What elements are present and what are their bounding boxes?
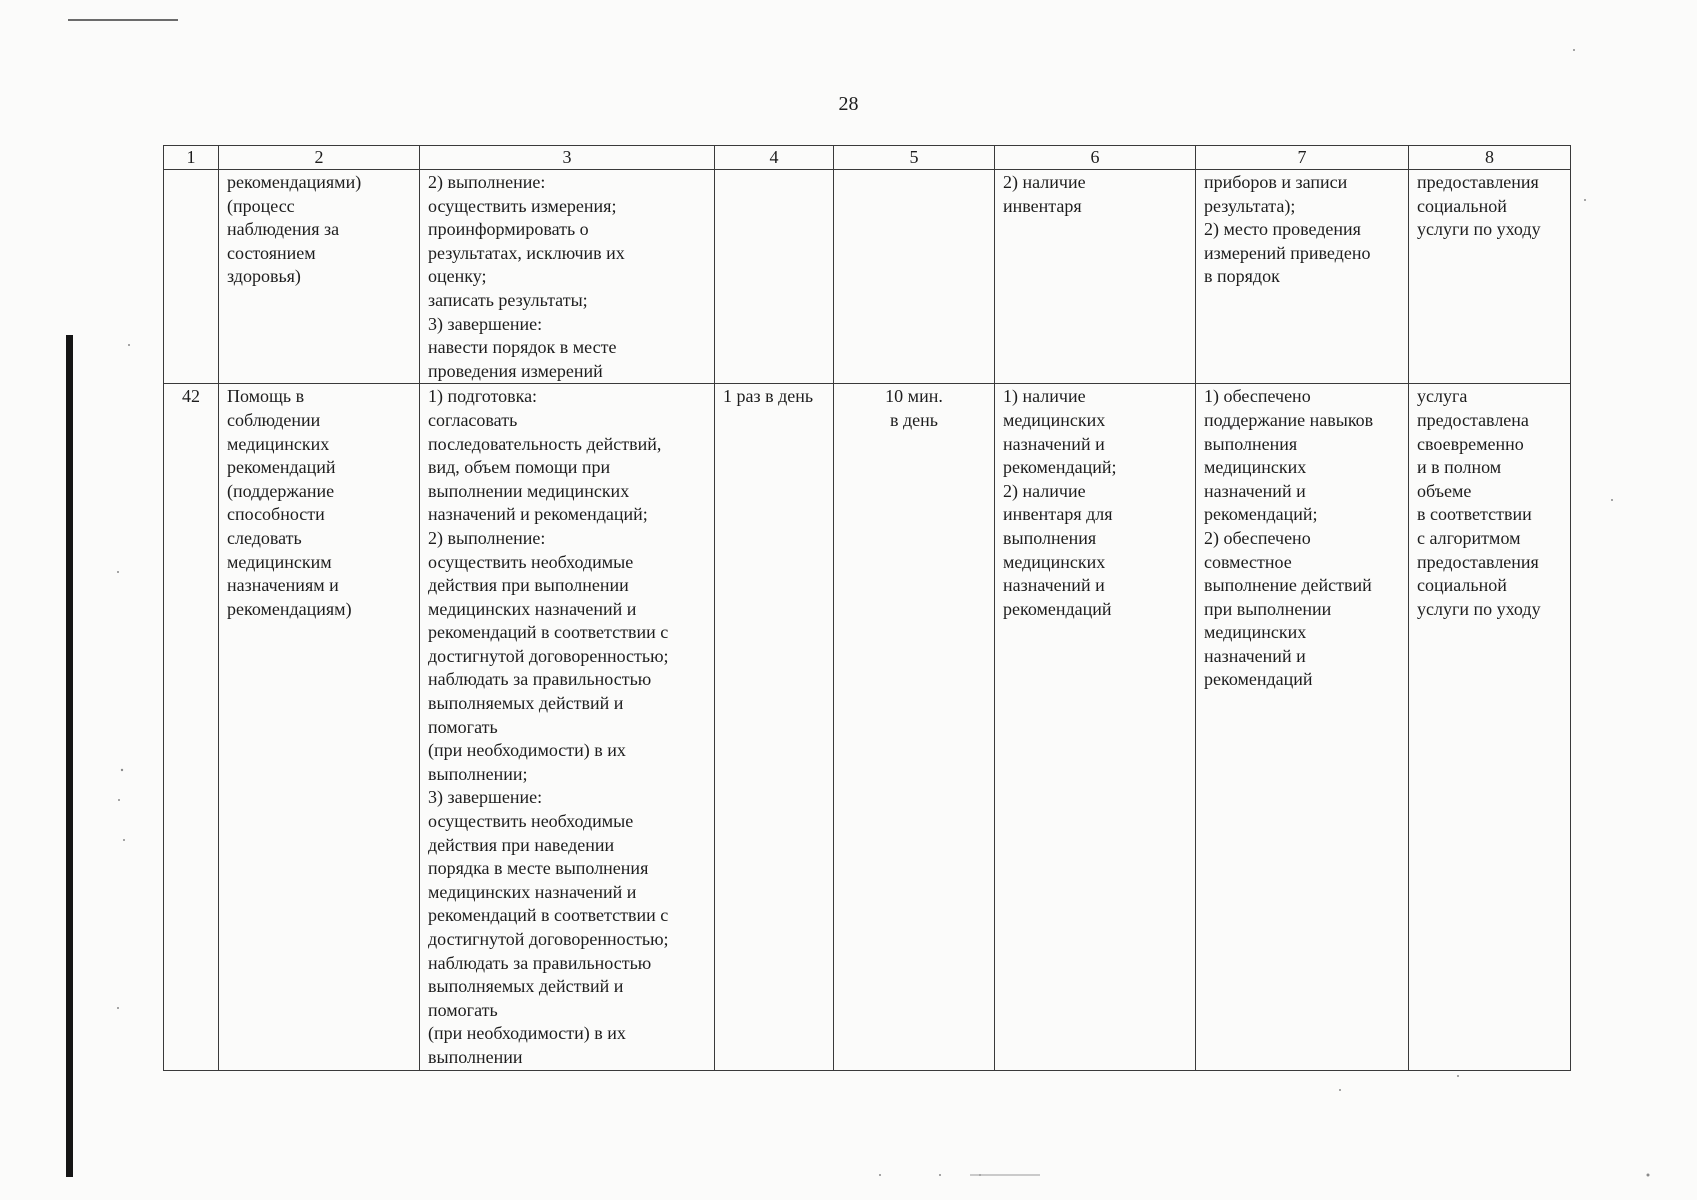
evaluation-cell: услуга предоставлена своевременно и в полном объеме в соответствии с алгоритмом предоставления социальной услуги по уходу — [1409, 384, 1571, 1071]
duration-cell: 10 мин. в день — [834, 384, 995, 1071]
service-name-cell: рекомендациями) (процесс наблюдения за состоянием здоровья) — [219, 170, 420, 384]
column-header: 6 — [995, 146, 1196, 170]
scan-mark-top — [68, 19, 178, 21]
frequency-cell: 1 раз в день — [715, 384, 834, 1071]
frequency-cell — [715, 170, 834, 384]
conditions-cell: 2) наличие инвентаря — [995, 170, 1196, 384]
conditions-cell: 1) наличие медицинских назначений и рекомендаций; 2) наличие инвентаря для выполнения медицинских назначений и рекомендаций — [995, 384, 1196, 1071]
procedure-cell: 2) выполнение: осуществить измерения; проинформировать о результатах, исключив их оценку; записать результаты; 3) завершение: навести порядок в месте проведения измерений — [420, 170, 715, 384]
scan-margin-bar — [66, 335, 73, 1177]
column-header: 4 — [715, 146, 834, 170]
row-number-cell: 42 — [164, 384, 219, 1071]
table-row — [164, 384, 1571, 1071]
duration-cell — [834, 170, 995, 384]
column-header: 7 — [1196, 146, 1409, 170]
column-header: 3 — [420, 146, 715, 170]
page-number: 28 — [838, 93, 859, 115]
quality-cell: 1) обеспечено поддержание навыков выполнения медицинских назначений и рекомендаций; 2) обеспечено совместное выполнение действий при выполнении медицинских назначений и рекомендаций — [1196, 384, 1409, 1071]
procedure-cell: 1) подготовка: согласовать последовательность действий, вид, объем помощи при выполнении медицинских назначений и рекомендаций; 2) выполнение: осуществить необходимые действия при выполнении медицинских назначений и рекомендаций в соответствии с достигнутой договоренностью; наблюдать за правильностью выполняемых действий и помогать (при необходимости) в их выполнении; 3) завершение: осуществить необходимые действия при наведении порядка в месте выполнения медицинских назначений и рекомендаций в соответствии с достигнутой договоренностью; наблюдать за правильностью выполняемых действий и помогать (при необходимости) в их выполнении — [420, 384, 715, 1071]
evaluation-cell: предоставления социальной услуги по уходу — [1409, 170, 1571, 384]
service-name-cell: Помощь в соблюдении медицинских рекомендаций (поддержание способности следовать медицинским назначениям и рекомендациям) — [219, 384, 420, 1071]
row-number-cell — [164, 170, 219, 384]
column-header: 1 — [164, 146, 219, 170]
column-header: 2 — [219, 146, 420, 170]
quality-cell: приборов и записи результата); 2) место проведения измерений приведено в порядок — [1196, 170, 1409, 384]
column-number-row — [164, 146, 1571, 170]
column-header: 8 — [1409, 146, 1571, 170]
table-row — [164, 170, 1571, 384]
column-header: 5 — [834, 146, 995, 170]
services-table — [163, 145, 1571, 1071]
